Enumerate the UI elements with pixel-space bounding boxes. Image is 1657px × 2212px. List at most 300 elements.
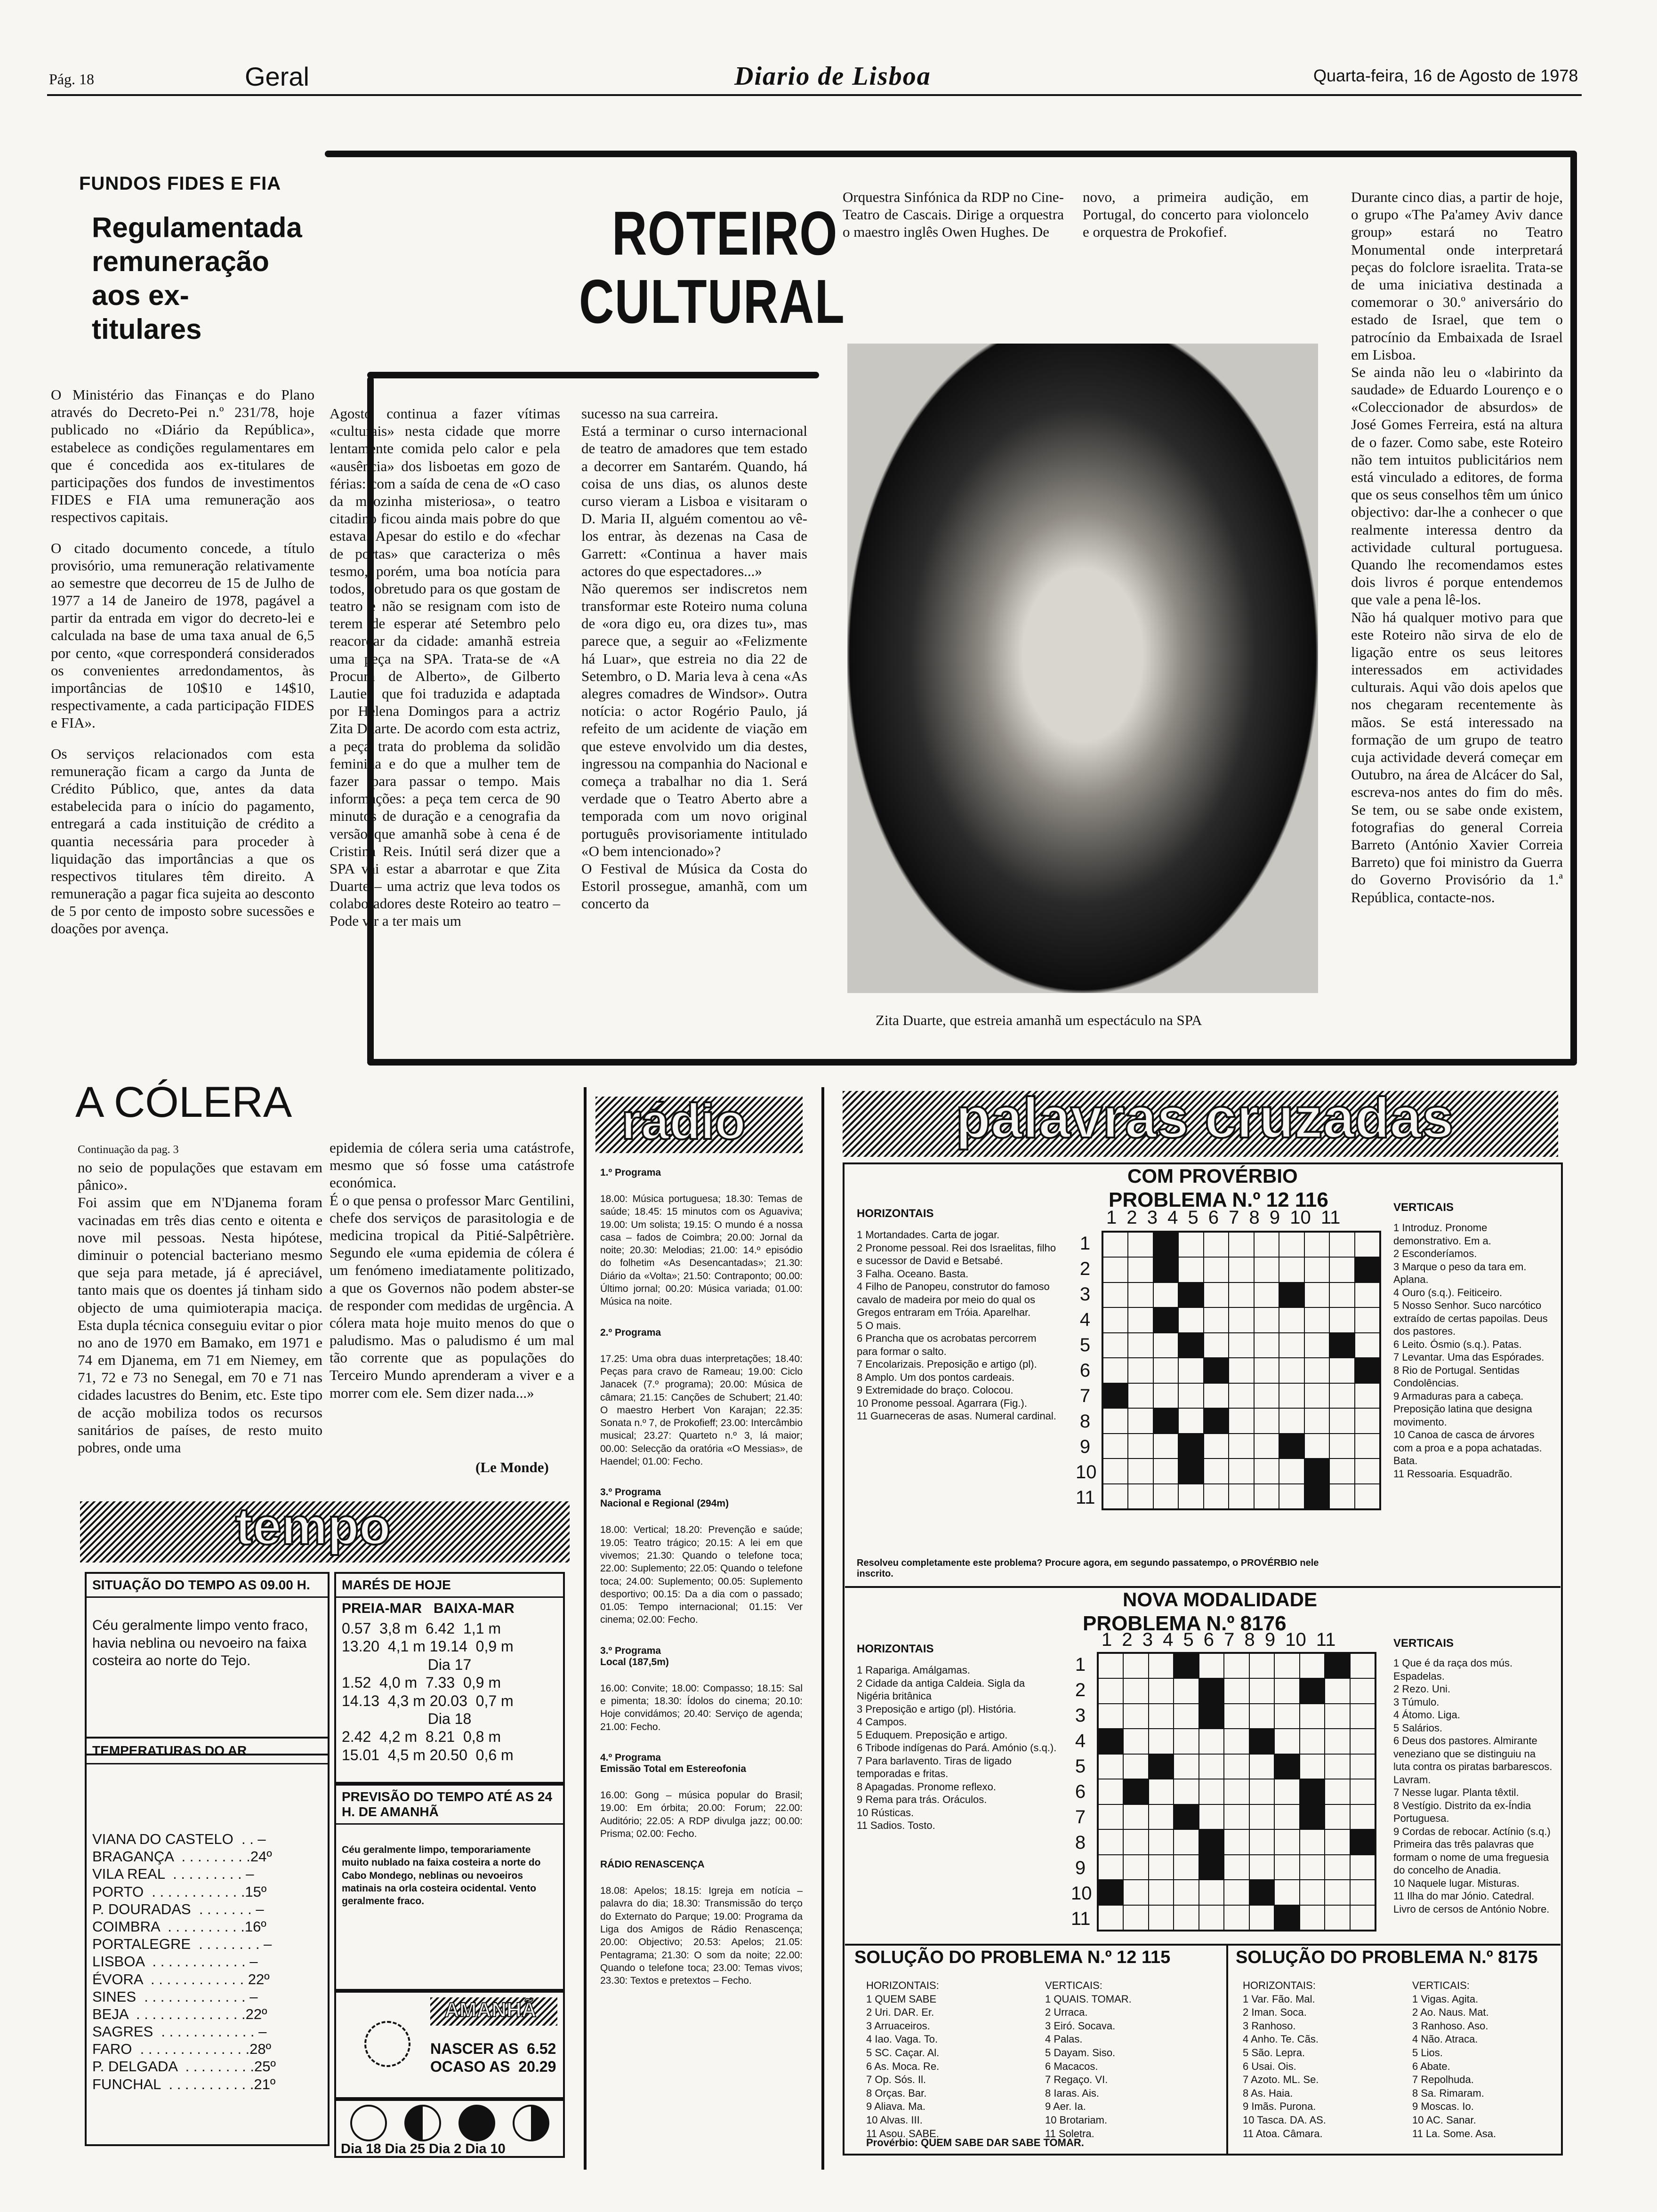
masthead: Diario de Lisboa [734, 62, 931, 91]
crossword-cell[interactable] [1128, 1282, 1153, 1307]
temperature-row: SAGRES . . . . . . . . . . . . – [92, 2023, 267, 2040]
crossword-cell[interactable] [1325, 1779, 1350, 1804]
crossword-cell[interactable] [1123, 1804, 1148, 1829]
crossword-cell[interactable] [1103, 1333, 1128, 1358]
crossword-cell[interactable] [1249, 1804, 1274, 1829]
temperature-row: ÉVORA . . . . . . . . . . . . 22º [92, 1971, 270, 1988]
crossword-cell[interactable] [1199, 1880, 1224, 1905]
crossword-cell[interactable] [1224, 1855, 1249, 1880]
crossword-cell[interactable] [1224, 1678, 1249, 1703]
crossword-cell[interactable] [1204, 1257, 1229, 1282]
radio-program-text: 17.25: Uma obra duas interpretações; 18.40: Peças para cravo de Rameau; 19.00: Ciclo Janacek (7.º programa); 20.00: Música de câmara; 21.15: Canções de Schubert; 21.40: O maestro Herbert Von Karajan; 22.35: Sonata n.º 7, de Prokofieff; 23.00: Intercâmbio musical; 23.27: Quarteto n.º 3, lá maior; 00.00: Selecção da oratória «O Messias», de Haendel; 01.00: Fecho. [600, 1353, 803, 1467]
crossword-cell[interactable] [1274, 1804, 1299, 1829]
crossword-cell[interactable] [1149, 1829, 1174, 1854]
crossword-cell[interactable] [1279, 1333, 1304, 1358]
crossword-cell[interactable] [1103, 1459, 1128, 1483]
problem1-h-clues: 1 Mortandades. Carta de jogar. 2 Pronome pessoal. Rei dos Israelitas, filho e sucessor de David e Betsabé. 3 Falha. Oceano. Basta. 4 Filho de Panopeu, construtor do famoso cavalo de madeira por meio do qual os Gregos entraram em Tróia. Aparelhar. 5 O mais. 6 Prancha que os acrobatas percorrem para formar o salto. 7 Encolarizais. Preposição e artigo (pl). 8 Amplo. Um dos pontos cardeais. 9 Extremidade do braço. Colocou. 10 Pronome pessoal. Agarrara (Fig.). 11 Guarneceras de asas. Numeral cardinal. [857, 1229, 1056, 1422]
crossword-cell[interactable] [1355, 1257, 1380, 1282]
crossword-cell[interactable] [1174, 1729, 1199, 1754]
crossword-cell[interactable] [1149, 1804, 1174, 1829]
crossword-cell[interactable] [1249, 1829, 1274, 1854]
crossword-cell[interactable] [1329, 1484, 1354, 1509]
crossword-cell[interactable] [1254, 1257, 1279, 1282]
crossword-cell[interactable] [1174, 1829, 1199, 1854]
crossword-cell[interactable] [1350, 1779, 1375, 1804]
crossword-cell[interactable] [1174, 1804, 1199, 1829]
crossword-cell[interactable] [1204, 1282, 1229, 1307]
crossword-cell[interactable] [1149, 1779, 1174, 1804]
problem2-title: PROBLEMA N.º 8176 [1083, 1612, 1287, 1635]
temperature-row: PORTO . . . . . . . . . . . .15º [92, 1883, 267, 1900]
radio-program [600, 1752, 803, 1840]
crossword-cell[interactable] [1325, 1754, 1350, 1779]
crossword-cell[interactable] [1224, 1754, 1249, 1779]
crossword-cell[interactable] [1178, 1307, 1203, 1332]
solution1-horizontais: HORIZONTAIS: 1 QUEM SABE 2 Uri. DAR. Er. 3 Arruaceiros. 4 Iao. Vaga. To. 5 SC. Caçar. Al. 6 As. Moca. Re. 7 Op. Sós. Il. 8 Orças. Bar. 9 Aliava. Ma. 10 Alvas. III. 11 Asou. SABE. [866, 1980, 940, 2140]
crossword-cell[interactable] [1178, 1408, 1203, 1433]
crossword-cell[interactable] [1229, 1232, 1254, 1257]
crossword-cell[interactable] [1103, 1358, 1128, 1383]
crossword-cell[interactable] [1123, 1754, 1148, 1779]
crossword-cell[interactable] [1149, 1905, 1174, 1930]
temperature-list [87, 1764, 328, 2093]
crossword-cell[interactable] [1178, 1282, 1203, 1307]
crossword-cell[interactable] [1274, 1905, 1299, 1930]
crossword-cell[interactable] [1123, 1653, 1148, 1678]
crossword-cell[interactable] [1350, 1905, 1375, 1930]
colera-cont: Continuação da pag. 3 [78, 1144, 179, 1156]
crossword-cell[interactable] [1355, 1484, 1380, 1509]
crossword-cell[interactable] [1304, 1459, 1329, 1483]
crossword-cell[interactable] [1325, 1880, 1350, 1905]
crossword-cell[interactable] [1174, 1855, 1199, 1880]
crossword-cell[interactable] [1128, 1257, 1153, 1282]
crossword-cell[interactable] [1325, 1653, 1350, 1678]
moon-phase-icon [350, 2105, 387, 2141]
crossword-cell[interactable] [1128, 1408, 1153, 1433]
crossword-cell[interactable] [1098, 1880, 1123, 1905]
crossword-cell[interactable] [1279, 1257, 1304, 1282]
crossword-cell[interactable] [1355, 1459, 1380, 1483]
photo-caption: Zita Duarte, que estreia amanhã um espectáculo na SPA [876, 1012, 1202, 1028]
radio-program-text: 18.00: Vertical; 18.20: Prevenção e saúde; 19.05: Teatro trágico; 20.15: A lei em que vivemos; 21.30: Quando o telefone toca; 22.00: Suplemento; 22.05: Quando o telefone toca; 24.00: Suplemento; 00.05: Suplemento desportivo; 00.15: Da a dia com o passado; 01.05: Tempo internacional; 01.15: Ver cinema; 02.00: Fecho. [600, 1524, 803, 1626]
crossword-cell[interactable] [1304, 1408, 1329, 1433]
crossword-cell[interactable] [1204, 1434, 1229, 1459]
crossword-cell[interactable] [1355, 1434, 1380, 1459]
temperature-row: VILA REAL . . . . . . . . . – [92, 1866, 254, 1883]
crossword-cell[interactable] [1229, 1358, 1254, 1383]
crossword-cell[interactable] [1350, 1829, 1375, 1854]
crossword-cell[interactable] [1098, 1779, 1123, 1804]
crossword-cell[interactable] [1224, 1880, 1249, 1905]
crossword-cell[interactable] [1098, 1905, 1123, 1930]
crossword-cell[interactable] [1329, 1434, 1354, 1459]
crossword-cell[interactable] [1123, 1905, 1148, 1930]
crossword-cell[interactable] [1149, 1704, 1174, 1729]
crossword-cell[interactable] [1149, 1729, 1174, 1754]
crossword-cell[interactable] [1274, 1880, 1299, 1905]
crossword-cell[interactable] [1098, 1729, 1123, 1754]
crossword-cell[interactable] [1249, 1754, 1274, 1779]
crossword-cell[interactable] [1123, 1729, 1148, 1754]
radio-program-text: 16.00: Gong – música popular do Brasil; 19.00: Em órbita; 20.00: Forum; 22.00: Auditório; 22.05: A RDP divulga jazz; 00.00: Prisma; 02.00: Fecho. [600, 1789, 803, 1839]
crossword-cell[interactable] [1355, 1307, 1380, 1332]
crossword-cell[interactable] [1300, 1855, 1325, 1880]
crossword-cell[interactable] [1304, 1333, 1329, 1358]
crossword-cell[interactable] [1128, 1484, 1153, 1509]
crossword-cell[interactable] [1254, 1484, 1279, 1509]
crossword-cell[interactable] [1103, 1257, 1128, 1282]
crossword-cell[interactable] [1123, 1678, 1148, 1703]
mares-heading: MARÉS DE HOJE [336, 1574, 563, 1598]
crossword-cell[interactable] [1325, 1729, 1350, 1754]
crossword-cell[interactable] [1123, 1880, 1148, 1905]
crossword-cell[interactable] [1103, 1232, 1128, 1257]
crossword-cell[interactable] [1254, 1408, 1279, 1433]
crossword-cell[interactable] [1329, 1408, 1354, 1433]
crossword-cell[interactable] [1329, 1333, 1354, 1358]
sol-box [334, 1991, 565, 2099]
crossword-cell[interactable] [1355, 1358, 1380, 1383]
crossword-cell[interactable] [1249, 1729, 1274, 1754]
crossword-cell[interactable] [1325, 1829, 1350, 1854]
colera-col2: epidemia de cólera seria uma catástrofe, mesmo que só fosse uma catástrofe económica. É o que pensa o professor Marc Gentilini, chefe dos serviços de parasitologia e de medicina tropical da Pitié-Salpêtrière. Segundo ele «uma epidemia de cólera é um fenómeno imediatamente politizado, a que os Governos não podem abster-se de responder com medidas de urgência. A cólera mata hoje muito menos do que o paludismo. Mas o paludismo é um mal tão corrente que as populações do Terceiro Mundo aprenderam a viver e a morrer com ele. Sem dizer nada...» [330, 1139, 574, 1401]
crossword-cell[interactable] [1123, 1829, 1148, 1854]
crossword-cell[interactable] [1279, 1434, 1304, 1459]
crossword-cell[interactable] [1304, 1257, 1329, 1282]
crossword-cell[interactable] [1304, 1434, 1329, 1459]
crossword-cell[interactable] [1279, 1307, 1304, 1332]
crossword-cell[interactable] [1204, 1408, 1229, 1433]
fides-headline: Regulamentada remuneração aos ex-titulares [92, 212, 302, 345]
crossword-cell[interactable] [1098, 1829, 1123, 1854]
crossword-cell[interactable] [1279, 1484, 1304, 1509]
crossword-cell[interactable] [1300, 1829, 1325, 1854]
crossword-cell[interactable] [1325, 1855, 1350, 1880]
crossword-cell[interactable] [1329, 1307, 1354, 1332]
crossword-cell[interactable] [1249, 1880, 1274, 1905]
crossword-cell[interactable] [1254, 1434, 1279, 1459]
crossword-cell[interactable] [1254, 1282, 1279, 1307]
crossword-cell[interactable] [1329, 1383, 1354, 1408]
crossword-cell[interactable] [1304, 1358, 1329, 1383]
crossword-cell[interactable] [1355, 1408, 1380, 1433]
crossword-cell[interactable] [1174, 1704, 1199, 1729]
crossword-cell[interactable] [1199, 1905, 1224, 1930]
crossword-cell[interactable] [1224, 1729, 1249, 1754]
crossword-cell[interactable] [1128, 1434, 1153, 1459]
crossword-cell[interactable] [1199, 1855, 1224, 1880]
crossword-cell[interactable] [1350, 1804, 1375, 1829]
crossword-cell[interactable] [1199, 1804, 1224, 1829]
crossword-cell[interactable] [1103, 1383, 1128, 1408]
crossword-cell[interactable] [1178, 1257, 1203, 1282]
crossword-cell[interactable] [1249, 1855, 1274, 1880]
crossword-cell[interactable] [1174, 1880, 1199, 1905]
crossword-cell[interactable] [1274, 1653, 1299, 1678]
crossword-cell[interactable] [1304, 1282, 1329, 1307]
crossword-cell[interactable] [1300, 1905, 1325, 1930]
crossword-cell[interactable] [1153, 1383, 1178, 1408]
problem1-note: Resolveu completamente este problema? Procure agora, em segundo passatempo, o PROVÉRBIO nele inscrito. [857, 1558, 1319, 1579]
crossword-cell[interactable] [1325, 1804, 1350, 1829]
crossword-cell[interactable] [1350, 1754, 1375, 1779]
crossword-cell[interactable] [1174, 1678, 1199, 1703]
crossword-cell[interactable] [1325, 1704, 1350, 1729]
crossword-cell[interactable] [1229, 1383, 1254, 1408]
previsao-box [334, 1784, 565, 1991]
crossword-cell[interactable] [1224, 1829, 1249, 1854]
solution2-verticais: VERTICAIS: 1 Vigas. Agita. 2 Ao. Naus. Mat. 3 Ranhoso. Aso. 4 Não. Atraca. 5 Lios. 6 Abate. 7 Repolhuda. 8 Sa. Rimaram. 9 Moscas. Io. 10 AC. Sanar. 11 La. Some. Asa. [1412, 1980, 1496, 2140]
crossword-cell[interactable] [1123, 1779, 1148, 1804]
crossword-cell[interactable] [1204, 1383, 1229, 1408]
section-label: Geral [245, 62, 309, 91]
solution2-horizontais: HORIZONTAIS: 1 Var. Fão. Mal. 2 Iman. Soca. 3 Ranhoso. 4 Anho. Te. Cãs. 5 São. Lepra. 6 Usai. Ois. 7 Azoto. ML. Se. 8 As. Haia. 9 Imãs. Purona. 10 Tasca. DA. AS. 11 Atoa. Câmara. [1243, 1980, 1326, 2140]
crossword-cell[interactable] [1329, 1282, 1354, 1307]
crossword-cell[interactable] [1149, 1880, 1174, 1905]
crossword-cell[interactable] [1224, 1779, 1249, 1804]
crossword-cell[interactable] [1300, 1779, 1325, 1804]
crossword-cell[interactable] [1103, 1307, 1128, 1332]
crossword-cell[interactable] [1174, 1754, 1199, 1779]
crossword-cell[interactable] [1153, 1333, 1178, 1358]
crossword-cell[interactable] [1254, 1307, 1279, 1332]
crossword-cell[interactable] [1098, 1754, 1123, 1779]
fides-paragraph: O Ministério das Finanças e do Plano através do Decreto-Pei n.º 231/78, hoje publicado no «Diário da República», estabelece as condições regulamentares em que é concedida aos ex-titulares de participações dos fundos de investimentos FIDES e FIA uma remuneração aos respectivos capitais. [51, 386, 314, 526]
crossword-grid-1[interactable] [1102, 1231, 1381, 1510]
crossword-cell[interactable] [1350, 1855, 1375, 1880]
crossword-cell[interactable] [1178, 1358, 1203, 1383]
crossword-cell[interactable] [1103, 1408, 1128, 1433]
crossword-cell[interactable] [1153, 1459, 1178, 1483]
crossword-cell[interactable] [1350, 1678, 1375, 1703]
crossword-cell[interactable] [1279, 1408, 1304, 1433]
crossword-cell[interactable] [1174, 1779, 1199, 1804]
radio-program-heading: RÁDIO RENASCENÇA [600, 1859, 705, 1870]
radio-program [600, 1645, 803, 1733]
crossword-grid-2[interactable] [1097, 1652, 1376, 1931]
crossword-cell[interactable] [1229, 1484, 1254, 1509]
crossword-cell[interactable] [1103, 1434, 1128, 1459]
crossword-cell[interactable] [1229, 1434, 1254, 1459]
crossword-cell[interactable] [1199, 1704, 1224, 1729]
crossword-cell[interactable] [1254, 1358, 1279, 1383]
crossword-cell[interactable] [1254, 1459, 1279, 1483]
crossword-cell[interactable] [1300, 1804, 1325, 1829]
crossword-cell[interactable] [1355, 1232, 1380, 1257]
crossword-cell[interactable] [1149, 1855, 1174, 1880]
crossword-cell[interactable] [1149, 1754, 1174, 1779]
crossword-cell[interactable] [1153, 1257, 1178, 1282]
crossword-cell[interactable] [1274, 1829, 1299, 1854]
crossword-cell[interactable] [1229, 1333, 1254, 1358]
crossword-cell[interactable] [1304, 1232, 1329, 1257]
problem1-h-label: HORIZONTAIS [857, 1207, 934, 1220]
crossword-cell[interactable] [1199, 1678, 1224, 1703]
crossword-cell[interactable] [1350, 1729, 1375, 1754]
tempo-banner-text: tempo [235, 1498, 391, 1555]
crossword-cell[interactable] [1329, 1459, 1354, 1483]
crossword-cell[interactable] [1329, 1358, 1354, 1383]
crossword-cell[interactable] [1229, 1459, 1254, 1483]
mares-row: 13.20 4,1 m 19.14 0,9 m [342, 1638, 514, 1655]
crossword-cell[interactable] [1224, 1804, 1249, 1829]
crossword-cell[interactable] [1178, 1383, 1203, 1408]
crossword-cell[interactable] [1249, 1905, 1274, 1930]
problem2-h-clues: 1 Rapariga. Amálgamas. 2 Cidade da antiga Caldeia. Sigla da Nigéria britânica 3 Preposição e artigo (pl). História. 4 Campos. 5 Eduquem. Preposição e artigo. 6 Tribode indígenas do Pará. Amónio (s.q.). 7 Para barlavento. Tiras de ligado temporadas e fritas. 8 Apagadas. Pronome reflexo. 9 Rema para trás. Oráculos. 10 Rústicas. 11 Sadios. Tosto. [857, 1664, 1057, 1831]
crossword-cell[interactable] [1149, 1678, 1174, 1703]
crossword-cell[interactable] [1279, 1232, 1304, 1257]
crossword-cell[interactable] [1274, 1704, 1299, 1729]
crossword-cell[interactable] [1274, 1678, 1299, 1703]
crossword-cell[interactable] [1128, 1383, 1153, 1408]
crossword-cell[interactable] [1199, 1653, 1224, 1678]
crossword-cell[interactable] [1355, 1333, 1380, 1358]
crossword-cell[interactable] [1249, 1779, 1274, 1804]
radio-right-rule [821, 1087, 824, 2170]
crossword-cell[interactable] [1204, 1484, 1229, 1509]
tempo-sit-box [85, 1572, 330, 1755]
roteiro-col2: sucesso na sua carreira. Está a terminar o curso internacional de teatro de amadores que tem estado a decorrer em Santarém. Quando, há coisa de uns dias, os alunos deste curso vieram a Lisboa e visitaram o D. Maria II, alguém comentou ao vê-los entrar, às dezenas na Casa de Garrett: «Continua a haver mais actores do que espectadores...» Não queremos ser indiscretos nem transformar este Roteiro numa coluna de «ora digo eu, ora dizes tu», mas parece que, a seguir ao «Felizmente há Luar», que estreia no dia 22 de Setembro, o D. Maria leva à cena «As alegres comadres de Windsor». Outra notícia: o actor Rogério Paulo, já refeito de um acidente de viação em que esteve envolvido um dia destes, ingressou na companhia do Nacional e começa a trabalhar no dia 1. Será verdade que o Teatro Aberto abre a temporada com um novo original português provisoriamente intitulado «O bem intencionado»? O Festival de Música da Costa do Estoril prossegue, amanhã, com um concerto da [581, 405, 807, 912]
crossword-cell[interactable] [1153, 1358, 1178, 1383]
crossword-cell[interactable] [1153, 1484, 1178, 1509]
crossword-cell[interactable] [1098, 1678, 1123, 1703]
crossword-cell[interactable] [1300, 1678, 1325, 1703]
crossword-cell[interactable] [1204, 1358, 1229, 1383]
crossword-cell[interactable] [1274, 1754, 1299, 1779]
crossword-cell[interactable] [1300, 1880, 1325, 1905]
crossword-cell[interactable] [1123, 1704, 1148, 1729]
crossword-cell[interactable] [1279, 1383, 1304, 1408]
crossword-cell[interactable] [1103, 1282, 1128, 1307]
crossword-cell[interactable] [1249, 1678, 1274, 1703]
roteiro-col1: Agosto continua a fazer vítimas «culturais» nesta cidade que morre lentamente comida pelo calor e pela «ausência» dos lisboetas em gozo de férias: com a saída de cena de «O caso da mãozinha misteriosa», o teatro citadino ficou ainda mais pobre do que estava. Apesar do estilo e do «fechar de portas» que caracteriza o mês tesmo, porém, uma boa notícia para todos, sobretudo para os que gostam de teatro e não se resignam com isto de terem de esperar até Setembro pelo reacordar da cidade: amanhã estreia uma peça na SPA. Trata-se de «A Procura de Alberto», de Gilberto Lautier, que foi traduzida e adaptada por Helena Domingos para a actriz Zita Duarte. De acordo com esta actriz, a peça trata do problema da solidão feminina e do que a mulher tem de fazer para passar o tempo. Mais informações: a peça tem cerca de 90 minutos de duração e a cenografia da versão que amanhã sobe à cena é de Cristina Reis. Inútil será dizer que a SPA vai estar a abarrotar e que Zita Duarte – uma actriz que leva todos os colaboradores deste Roteiro ao teatro – Pode vir a ter mais um [330, 405, 560, 930]
problem2-col-numbers: 1 2 3 4 5 6 7 8 9 10 11 [1102, 1629, 1336, 1650]
roteiro-col4-top: novo, a primeira audição, em Portugal, do concerto para violoncelo e orquestra de Prokofief. [1083, 189, 1309, 240]
problem1-col-numbers: 1 2 3 4 5 6 7 8 9 10 11 [1106, 1207, 1341, 1228]
roteiro-title-line2: CULTURAL [579, 267, 845, 336]
temperature-row: SINES . . . . . . . . . . . . . – [92, 1988, 258, 2005]
crossword-cell[interactable] [1103, 1484, 1128, 1509]
temperature-row: P. DELGADA . . . . . . . . .25º [92, 2058, 276, 2075]
crossword-cell[interactable] [1199, 1829, 1224, 1854]
crossword-cell[interactable] [1254, 1383, 1279, 1408]
crossword-cell[interactable] [1128, 1333, 1153, 1358]
crossword-cell[interactable] [1329, 1257, 1354, 1282]
temperature-row: BRAGANÇA . . . . . . . . .24º [92, 1848, 272, 1865]
roteiro-top-rule [325, 151, 1577, 157]
crossword-cell[interactable] [1174, 1905, 1199, 1930]
crossword-cell[interactable] [1098, 1704, 1123, 1729]
problem1-title: PROBLEMA N.º 12 116 [1109, 1188, 1328, 1211]
crossword-cell[interactable] [1128, 1358, 1153, 1383]
crossword-cell[interactable] [1128, 1459, 1153, 1483]
crossword-cell[interactable] [1098, 1653, 1123, 1678]
tempo-temp-heading: TEMPERATURAS DO AR [87, 1739, 328, 1764]
crossword-cell[interactable] [1274, 1779, 1299, 1804]
crossword-cell[interactable] [1304, 1307, 1329, 1332]
crossword-cell[interactable] [1325, 1905, 1350, 1930]
crossword-cell[interactable] [1229, 1307, 1254, 1332]
problem1-row-numbers: 1 2 3 4 5 6 7 8 9 10 11 [1076, 1233, 1097, 1508]
crossword-cell[interactable] [1178, 1333, 1203, 1358]
crossword-cell[interactable] [1178, 1232, 1203, 1257]
crossword-cell[interactable] [1149, 1653, 1174, 1678]
crossword-cell[interactable] [1274, 1729, 1299, 1754]
crossword-cell[interactable] [1178, 1434, 1203, 1459]
crossword-cell[interactable] [1224, 1905, 1249, 1930]
crossword-cell[interactable] [1199, 1729, 1224, 1754]
crossword-cell[interactable] [1204, 1307, 1229, 1332]
mares-row: 1.52 4,0 m 7.33 0,9 m [342, 1674, 501, 1691]
crossword-cell[interactable] [1350, 1653, 1375, 1678]
crossword-cell[interactable] [1279, 1459, 1304, 1483]
crossword-cell[interactable] [1300, 1653, 1325, 1678]
crossword-cell[interactable] [1279, 1358, 1304, 1383]
crossword-cell[interactable] [1123, 1855, 1148, 1880]
crossword-cell[interactable] [1300, 1729, 1325, 1754]
palavras-divider [845, 1586, 1560, 1588]
crossword-cell[interactable] [1224, 1704, 1249, 1729]
colera-col1: no seio de populações que estavam em pânico». Foi assim que em N'Djanema foram vacinadas em três dias cento e oitenta e nove mil pessoas. Nesta hipótese, diminuir o potencial bacteriano mesmo que seja para metade, já é apreciável, tanto mais que os doentes já tinham sido objecto de uma quimioterapia maciça. Esta dupla técnica conseguiu evitar o pior no ano de 1970 em Bamako, em 1971 e 74 em Djanema, em 71 em Niemey, em 71, 72 e 73 no Senegal, em 70 e 71 nas cidades lacustres do Benim, etc. Este tipo de acção mobiliza todos os recursos sanitários de países, de resto muito pobres, onde uma [78, 1159, 322, 1456]
crossword-cell[interactable] [1199, 1754, 1224, 1779]
tempo-sit-text: Céu geralmente limpo vento fraco, havia neblina ou nevoeiro na faixa costeira ao norte do Tejo. [92, 1618, 308, 1668]
roteiro-title-rule [367, 372, 819, 378]
crossword-cell[interactable] [1350, 1704, 1375, 1729]
crossword-cell[interactable] [1304, 1383, 1329, 1408]
crossword-cell[interactable] [1229, 1282, 1254, 1307]
crossword-cell[interactable] [1204, 1333, 1229, 1358]
crossword-cell[interactable] [1350, 1880, 1375, 1905]
crossword-cell[interactable] [1300, 1704, 1325, 1729]
crossword-cell[interactable] [1128, 1307, 1153, 1332]
crossword-cell[interactable] [1153, 1307, 1178, 1332]
crossword-cell[interactable] [1355, 1282, 1380, 1307]
crossword-cell[interactable] [1329, 1232, 1354, 1257]
crossword-cell[interactable] [1178, 1459, 1203, 1483]
crossword-cell[interactable] [1249, 1653, 1274, 1678]
crossword-cell[interactable] [1300, 1754, 1325, 1779]
crossword-cell[interactable] [1355, 1383, 1380, 1408]
crossword-cell[interactable] [1204, 1459, 1229, 1483]
crossword-cell[interactable] [1279, 1282, 1304, 1307]
crossword-cell[interactable] [1274, 1855, 1299, 1880]
crossword-cell[interactable] [1174, 1653, 1199, 1678]
crossword-cell[interactable] [1098, 1855, 1123, 1880]
crossword-cell[interactable] [1224, 1653, 1249, 1678]
crossword-cell[interactable] [1229, 1257, 1254, 1282]
crossword-cell[interactable] [1153, 1282, 1178, 1307]
temperature-row: VIANA DO CASTELO . . – [92, 1831, 266, 1847]
crossword-cell[interactable] [1153, 1408, 1178, 1433]
crossword-cell[interactable] [1254, 1333, 1279, 1358]
crossword-cell[interactable] [1153, 1434, 1178, 1459]
problem2-row-numbers: 1 2 3 4 5 6 7 8 9 10 11 [1071, 1654, 1092, 1929]
crossword-cell[interactable] [1325, 1678, 1350, 1703]
temperature-row: BEJA . . . . . . . . . . . . . .22º [92, 2005, 267, 2022]
crossword-cell[interactable] [1204, 1232, 1229, 1257]
crossword-cell[interactable] [1229, 1408, 1254, 1433]
crossword-cell[interactable] [1153, 1232, 1178, 1257]
crossword-cell[interactable] [1199, 1779, 1224, 1804]
crossword-cell[interactable] [1178, 1484, 1203, 1509]
crossword-cell[interactable] [1304, 1484, 1329, 1509]
fides-kicker: FUNDOS FIDES E FIA [79, 173, 282, 194]
crossword-cell[interactable] [1098, 1804, 1123, 1829]
crossword-cell[interactable] [1254, 1232, 1279, 1257]
crossword-cell[interactable] [1128, 1232, 1153, 1257]
crossword-cell[interactable] [1249, 1704, 1274, 1729]
